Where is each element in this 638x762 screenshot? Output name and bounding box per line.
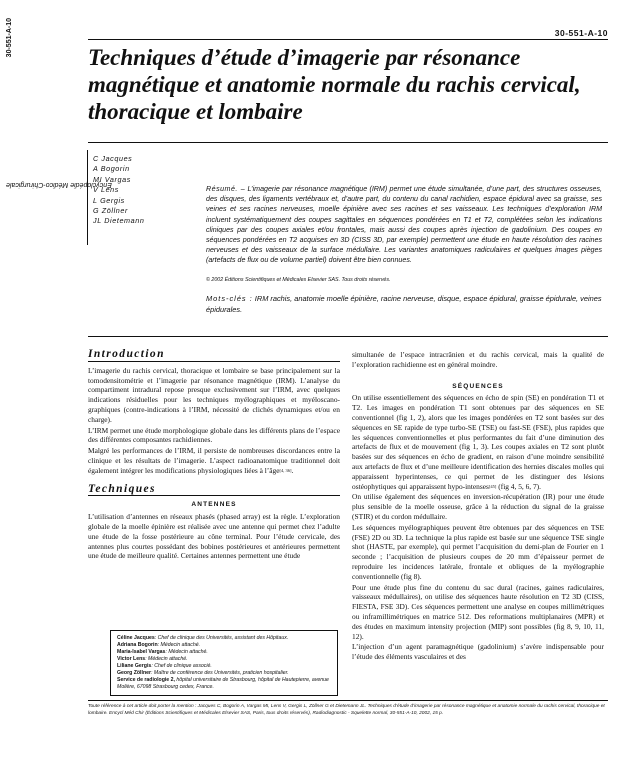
abstract: [206, 184, 602, 266]
paragraph-text: On utilise essentiellement des séquences en écho de spin (SE) en pondération T1 et T2. Les images en pondération T1 sont obtenues par des séquences en SE conventionnel (fig 1, 2), alors que les images pondérées en T2 sont basées sur des séquences en SE rapide de type turbo-SE (TSE) ou fast-SE (FSE), plus rapides que les séquences conventionnelles et plus performantes du fait d’une diminution des artefacts de flux et de mouvement (fig 1, 3). Les coupes axiales en T2 sont plutôt basées sur des séquences en écho de gradient, en raison d’une moindre sensibilité aux artefacts de flux et d’une meilleure identification des hernies discales molles qui apparaissent hyperintenses, ce qui permet de les distinguer des lésions ostéophytiques qui apparaissent hypo-intenses: [352, 393, 604, 491]
keywords-text: IRM rachis, anatomie moelle épinière, racine nerveuse, disque, espace épidural, graisse épidurale, veines épidurales.: [206, 294, 602, 314]
paragraph: L’imagerie du rachis cervical, thoracique et lombaire se base principalement sur la tomodensitométrie et l’imagerie par résonance magnétique (IRM). L’analyse du compartiment intradural repose presque exclusivement sur l’IRM, avec quelques indications résiduelles pour les techniques myélographiques et myéloscano-graphiques (contre-indications à l’IRM, nécessité de clichés dynamiques et/ou en charge).: [88, 365, 340, 424]
affiliation: Céline Jacques: Chef de clinique des Universités, assistant des Hôpitaux.: [117, 635, 289, 641]
reference: [4, 36]: [279, 467, 292, 473]
antennes-heading: ANTENNES: [191, 501, 237, 509]
authors-bar: [87, 150, 88, 245]
paragraph: On utilise également des séquences en inversion-récupération (IR) pour une étude plus sensible de la moelle osseuse, grâce à la réduction du signal de la graisse (STIR) et du cordon médullaire.: [352, 492, 604, 521]
journal-name: Encyclopédie Médico-Chirurgicale: [6, 181, 112, 188]
paragraph: L’IRM permet une étude morphologique globale dans les différents plans de l’espace des différentes composantes rachidiennes.: [88, 425, 340, 445]
article-code: 30-551-A-10: [554, 28, 608, 38]
affiliations-box: [110, 630, 338, 696]
introduction-heading: Introduction: [88, 350, 340, 362]
paragraph: Malgré les performances de l’IRM, il persiste de nombreuses discordances entre la clinique et les résultats de l’imagerie. L’aspect radioanatomique traditionnel doit également intégrer les modifications physiologiques liées à l’âge[4, 36].: [88, 446, 340, 475]
sequences-heading: SÉQUENCES: [452, 382, 504, 390]
paragraph: L’utilisation d’antennes en réseaux phasés (phased array) est la règle. L’exploration globale de la moelle épinière est réalisée avec une antenne qui permet chez l’adulte une étude de la fosse postérieure au cône terminal. Pour l’étude cervicale, des antennes plus courtes possédant des bobines postérieures et antérieures permettent une étude de meilleure qualité. Certaines antennes permettent une étude: [88, 512, 340, 561]
reference: [45]: [488, 483, 497, 489]
paragraph: [352, 393, 604, 491]
paragraph: Les séquences myélographiques peuvent être obtenues par des séquences en TSE (FSE) 2D ou 3D. La technique la plus rapide est basée sur une séquence TSE single shot (HASTE, par exemple), qui permet l’acquisition du demi-plan de Fourier en 1 seconde ; l’acquisition de plusieurs coupes de 20 mm d’épaisseur permet de reproduire les incidences latérale, frontale et obliques de la myélographie conventionnelle (fig 8).: [352, 522, 604, 581]
keywords: [206, 293, 602, 315]
affiliation: Service de radiologie 2, hôpital universitaire de Strasbourg, hôpital de Hautepierre, avenue Molière, 67098 Strasbourg cedex, France.: [117, 677, 329, 690]
keywords-label: Mots-clés :: [206, 294, 253, 303]
author: A Bogorin: [93, 164, 130, 174]
paragraph: Pour une étude plus fine du contenu du sac dural (racines, gaines radiculaires, vaisseaux médullaires), on utilise des séquences haute résolution en T2 3D (CISS, FIESTA, FSE 3D). Ces séquences permettent une analyse en coupes millimétriques ou inframillimétriques en matrice 512. Des reformations multiplanaires (MPR) et des études en maximum intensity projection (MIP) sont possibles (fig 8, 9, 10, 11, 12).: [352, 582, 604, 641]
author: JL Dietemann: [93, 216, 145, 226]
abstract-text: L’imagerie par résonance magnétique (IRM) permet une étude simultanée, d’une part, des structures osseuses, des disques, des ligaments vertébraux et, d’autre part, du contenu du canal rachidien, espace épidural avec sa graisse, ses veines et ses racines nerveuses, moelle épinière avec ses racines et ses vaisseaux. Les techniques d’exploration IRM incluent systématiquement des coupes sagittales en séquences pondérées en T1 et T2, complétées selon les indications cliniques par des coupes axiales et/ou frontales, mais aussi des coupes après injection de gadolinium. Des coupes en séquences pondérées en T2 acquises en 3D (CISS 3D, par exemple) permettent une étude en haute résolution des racines nerveuses et des vaisseaux de la surface médullaire. Les variantes anatomiques radiculaires et quelques images pièges (artefacts de flux ou de volume partiel) doivent être bien connues.: [206, 185, 602, 265]
citation-footnote: Toute référence à cet article doit porter la mention : Jacques C, Bogorin A, Vargas MI, Lens V, Gergis L, Zöllner G et Dietemann JL. Techniques d’étude d’imagerie par résonance magnétique et anatomie normale du rachis cervical, thoracique et lombaire. Encycl Méd Chir (Éditions Scientifiques et Médicales Elsevier SAS, Paris, tous droits réservés), Radiodiagnostic - Squelette normal, 30-551-A-10, 2002, 15 p.: [88, 704, 605, 716]
abstract-label: Résumé. –: [206, 185, 246, 193]
paragraph-text: (fig 4, 5, 6, 7).: [498, 481, 541, 491]
author: V Lens: [93, 185, 119, 195]
affiliation: Victor Lens: Médecin attaché.: [117, 656, 188, 662]
affiliation: Georg Zöllner: Maître de conférence des Universités, praticien hospitalier.: [117, 670, 289, 676]
title-rule: [88, 142, 608, 143]
journal-code: 30-551-A-10: [6, 18, 13, 58]
footer-rule: [88, 700, 608, 701]
paragraph: simultanée de l’espace intracrânien et du rachis cervical, mais la qualité de l’exploration rachidienne est en général moindre.: [352, 350, 604, 369]
authors-list: [93, 154, 144, 227]
top-rule: [88, 39, 608, 40]
copyright: © 2002 Éditions Scientifiques et Médicales Elsevier SAS. Tous droits réservés.: [206, 277, 391, 283]
section-rule: [88, 336, 608, 337]
author: C Jacques: [93, 154, 133, 163]
paragraph-text: Malgré les performances de l’IRM, il persiste de nombreuses discordances entre la clinique et les résultats de l’imagerie. L’aspect radioanatomique traditionnel doit également intégrer les modifications physiologiques liées à l’âge: [88, 446, 340, 475]
author: L Gergis: [93, 195, 125, 205]
affiliation: Liliane Gergis: Chef de clinique associé.: [117, 663, 212, 669]
techniques-heading: Techniques: [88, 485, 340, 497]
author: G Zöllner: [93, 206, 128, 216]
article-title: Techniques d’étude d’imagerie par résonance magnétique et anatomie normale du rachis cervical, thoracique et lombaire: [88, 45, 581, 124]
paragraph: L’injection d’un agent paramagnétique (gadolinium) s’avère indispensable pour l’étude des éléments vasculaires et des: [352, 642, 604, 662]
author: MI Vargas: [93, 174, 131, 184]
right-column: [352, 350, 604, 663]
affiliation: Adriana Bogorin: Médecin attaché.: [117, 642, 201, 648]
affiliation: Maria-Isabel Vargas: Médecin attaché.: [117, 649, 208, 655]
left-column: [88, 350, 340, 562]
